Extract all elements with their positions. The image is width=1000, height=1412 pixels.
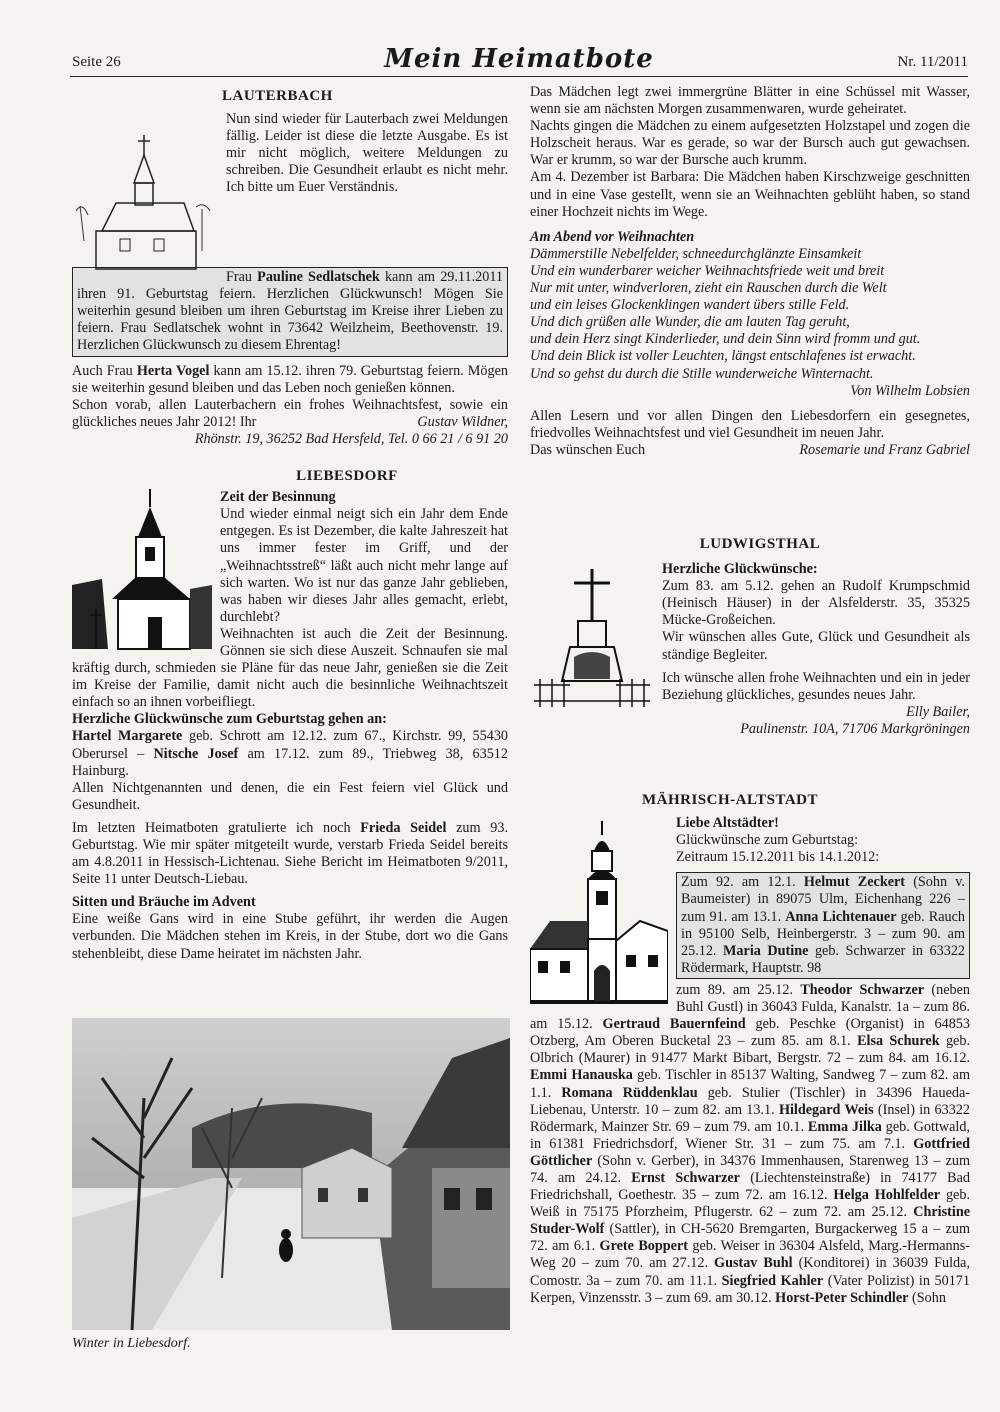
issue-number: Nr. 11/2011 [897,54,968,70]
ludwigsthal-subheading: Herzliche Glückwünsche: [662,561,818,578]
liebesdorf-paragraph: Weihnachten ist auch die Zeit der Besinnung. Gönnen sie sich diese Auszeit. Schnaufen sie mal kräftig durch, schmieden sie Pläne für das neue Jahr, genießen sie die Zeit im Kreise der Familie, damit nicht auch die besinnliche Weihnachtszeit einfach so an ihnen vorbeifliegt. [72,625,508,711]
entry-text: (Sohn [908,1289,946,1306]
lauterbach-heading: LAUTERBACH [222,88,333,104]
entry-text: geb. Stulier (Tischler) in 34396 Haueda-Liebenau, Unterstr. 10 – zum 82. am 13.1. [530,1084,970,1118]
altstadt-heading: MÄHRISCH-ALTSTADT [641,792,819,808]
altstadt-subheading: Liebe Altstädter! [676,815,779,832]
person-name: Grete Boppert [599,1238,688,1255]
congrats-heading: Herzliche Glückwünsche zum Geburtstag gehen an: [72,711,387,728]
person-name: Gustav Buhl [714,1255,793,1272]
ludwigsthal-section [530,536,970,738]
entry-text: (Sattler), in CH-5620 Bremgarten, Burgackerweg 15 a – zum 72. am 6.1. [530,1221,970,1255]
altstadt-birthday-box [676,872,970,979]
ludwigsthal-paragraph: Ich wünsche allen frohe Weihnachten und ein in jeder Beziehung glückliches, gesundes neues Jahr. [662,669,970,703]
entry-text: geb. Weiß in 75175 Pforzheim, Pflugerstr. 62 – zum 72. am 25.12. [530,1187,970,1221]
entry-text: (Sohn v. Gerber), in 34376 Immenhausen, Starenweg 13 – zum 74. am 24.12. [530,1152,970,1186]
entry-text: Zum 92. am 12.1. [681,874,804,891]
entry-text: geb. Weiser in 36304 Alsfeld, Marg.-Hermanns-Weg 20 – zum 70. am 27.12. [530,1238,970,1272]
lauterbach-greeting: Schon vorab, allen Lauterbachern ein frohes Weihnachtsfest, sowie ein glückliches neues Jahr 2012! Ihr Gustav Wildner, [72,396,508,430]
ludwigsthal-paragraph: Wir wünschen alles Gute, Glück und Gesundheit als ständige Begleiter. [662,629,970,663]
author: Gustav Wildner, [417,413,508,430]
person-name: Helga Hohlfelder [833,1187,941,1204]
town-tower-sketch-image [530,821,668,1011]
masthead-title: Mein Heimatbote [384,44,654,74]
page-number: Seite 26 [72,54,121,70]
poem-line: Und dein Blick ist voller Leuchten, längst entschlafenes ist erwacht. [530,348,916,365]
entry-text: (Insel) in 63322 Rödermark, Mainzer Str. 69 – zum 79. am 10.1. [530,1101,970,1135]
person-name: Helmut Zeckert [803,874,906,891]
author-address: Paulinenstr. 10A, 71706 Markgröningen [740,720,970,737]
liebesdorf-paragraph: Und wieder einmal neigt sich ein Jahr dem Ende entgegen. Es ist Dezember, die kalte Jahreszeit hat uns immer fester im Griff, und der „Weihnachtsstreß“ läßt auch nicht mehr lange auf sich warten. Wo ist nur das ganze Jahr geblieben, was haben wir dieses Jahr alles gemacht, erlebt, durchlebt? [220,506,508,625]
entry-text: zum 89. am 25.12. [676,981,801,998]
ludwigsthal-heading: LUDWIGSTHAL [699,536,821,552]
poem-author: Von Wilhelm Lobsien [850,382,970,399]
person-name: Christine Studer-Wolf [530,1204,970,1238]
honoree-name: Pauline Sedlatschek [257,269,380,286]
person-name: Hildegard Weis [778,1101,874,1118]
person-name: Elsa Schurek [857,1033,940,1050]
entry-text: geb. Rauch in 95100 Selb, Heinbergerstr. 3 – zum 90. am 25.12. [681,908,965,959]
entry-text: (Vater Polizist) in 50171 Kerpen, Vinzensstr. 3 – zum 69. am 30.12. [530,1272,970,1306]
left-column [72,84,508,963]
entry-text: geb. Schwarzer in 63322 Rödermark, Hauptstr. 98 [681,942,966,976]
lauterbach-paragraph: Auch Frau Herta Vogel kann am 15.12. ihren 79. Geburtstag feiern. Mögen sie weiterhin gesund bleiben und das Leben noch genießen können. [72,362,508,396]
poem-line: und ein leises Glockenklingen wandert übers stille Feld. [530,297,850,314]
person-name: Gottfried Göttlicher [530,1135,970,1169]
entry-text: (Sohn v. Baumeister) in 89075 Ulm, Eichenhang 226 – zum 91. am 13.1. [681,874,965,925]
poem-line: Nur mit unter, windverloren, zieht ein Rauschen durch die Welt [530,280,887,297]
lauterbach-intro: Nun sind wieder für Lauterbach zwei Meldungen fällig. Leider ist diese die letzte Ausgabe. Es ist mir nicht möglich, weitere Meldungen zu schreiben. Die Gesundheit erlaubt es nicht mehr. Ich bitte um Euer Verständnis. [226,111,508,196]
entry-text: geb. Gottwald, in 61381 Friedrichsdorf, Wiener Str. 31 – zum 75. am 7.1. [530,1118,971,1152]
customs-paragraph: Nachts gingen die Mädchen zu einem aufgesetzten Holzstapel und zogen die Holzscheit heraus. War es gerade, so war der Bursch auch gut gewachsen. War er krumm, so war der Bursche auch krumm. [530,118,970,169]
person-name: Siegfried Kahler [721,1272,824,1289]
lauterbach-birthday-box [72,267,508,356]
entry-text: (Konditorei) in 36039 Fulda, Comostr. 3a – zum 70. am 11.1. [530,1255,970,1289]
liebesdorf-heading: LIEBESDORF [296,468,398,485]
poem-line: Und dich grüßen alle Wunder, die am lauten Tag geruht, [530,314,850,331]
person-name: Theodor Schwarzer [800,981,925,998]
crucifix-sketch-image [530,561,654,711]
greeting-signoff: Das wünschen Euch Rosemarie und Franz Gabriel [530,441,970,458]
box-text: Frau [226,269,258,286]
person-name: Ernst Schwarzer [631,1169,740,1186]
altstadt-intro: Zeitraum 15.12.2011 bis 14.1.2012: [676,849,880,866]
person-name: Maria Dutine [723,942,809,959]
poem-title: Am Abend vor Weihnachten [530,228,695,245]
chapel-sketch-image [72,111,218,271]
poem-line: Und so gehst du durch die Stille wunderweiche Winternacht. [530,365,874,382]
poem-line: Und ein wunderbarer weicher Weihnachtsfriede weit und breit [530,262,885,279]
entry-text: (neben Buhl Gustl) in 36043 Fulda, Kanalstr. 1a – zum 86. am 15.12. [530,981,970,1033]
page-header [70,44,968,77]
author: Elly Bailer, [906,703,970,720]
entry-text: geb. Tischler in 85137 Walting, Sandweg 7 – zum 82. am 1.1. [530,1067,970,1101]
church-woodcut-image [72,489,212,651]
liebesdorf-paragraph: Allen Nichtgenannten und denen, die ein Fest feiern viel Glück und Gesundheit. [72,779,508,813]
photo-caption: Winter in Liebesdorf. [72,1336,191,1351]
altstadt-section [530,792,970,1307]
customs-heading: Sitten und Bräuche im Advent [72,894,256,911]
person-name: Gertraud Bauernfeind [602,1016,746,1033]
signers: Rosemarie und Franz Gabriel [799,441,970,458]
poem-line: Dämmerstille Nebelfelder, schneedurchglänzte Einsamkeit [530,245,862,262]
entry-text: geb. Olbrich (Maurer) in 91477 Markt Bibart, Bergstr. 72 – zum 84. am 16.12. [530,1033,970,1067]
person-name: Emma Jilka [807,1118,882,1135]
ludwigsthal-paragraph: Zum 83. am 5.12. gehen an Rudolf Krumpschmid (Heinisch Häuser) in der Alsfelderstr. 35, 35325 Mücke-Großeichen. [662,578,970,629]
customs-paragraph: Eine weiße Gans wird in eine Stube geführt, ihr werden die Augen verbunden. Die Mädchen stehen im Kreis, in der Stube, dort wo die Gans stehenbleibt, diese Dame heiratet im nächsten Jahr. [72,911,508,962]
obituary-paragraph: Im letzten Heimatboten gratulierte ich noch Frieda Seidel zum 93. Geburtstag. Wie mir später mitgeteilt wurde, verstarb Frieda Seidel bereits am 4.8.2011 in Hessisch-Lichtenau. Siehe Bericht im Heimatboten 9/2011, Seite 11 unter Deutsch-Liebau. [72,819,508,888]
altstadt-intro: Glückwünsche zum Geburtstag: [676,832,859,849]
right-column [530,84,970,459]
altstadt-box-text [681,874,965,977]
customs-paragraph: Am 4. Dezember ist Barbara: Die Mädchen haben Kirschzweige geschnitten und in eine Vase gestellt, wenn sie an Weihnachten geblüht haben, so stand einer Hochzeit nichts im Wege. [530,169,970,220]
customs-paragraph: Das Mädchen legt zwei immergrüne Blätter in eine Schüssel mit Wasser, wenn sie am nächsten Morgen zusammenwaren, wurde geheiratet. [530,84,970,118]
person-name: Anna Lichtenauer [785,908,897,925]
person-name: Romana Rüddenklau [561,1084,698,1101]
congrats-list: Hartel Margarete geb. Schrott am 12.12. zum 67., Kirchstr. 99, 55430 Oberursel – Nitsche Josef am 17.12. zum 89., Triebweg 38, 63512 Hainburg. [72,728,509,779]
altstadt-birthday-list [530,982,970,1307]
liebesdorf-subheading: Zeit der Besinnung [220,489,336,506]
entry-text: geb. Peschke (Organist) in 64853 Otzberg, Am Oberen Bucketal 23 – zum 85. am 8.1. [530,1016,970,1050]
person-name: Emmi Hanauska [530,1067,633,1084]
author-address: Rhönstr. 19, 36252 Bad Hersfeld, Tel. 0 66 21 / 6 91 20 [194,430,508,447]
entry-text: (Liechtensteinstraße) in 74177 Bad Friedrichshall, Goethestr. 35 – zum 72. am 16.12. [530,1169,970,1204]
person-name: Horst-Peter Schindler [775,1289,909,1306]
poem [530,246,970,383]
greeting-paragraph: Allen Lesern und vor allen Dingen den Liebesdorfern ein gesegnetes, friedvolles Weihnachtsfest und viel Gesundheit im neuen Jahr. [530,407,970,441]
winter-photo [72,1018,510,1330]
box-text: kann am 29.11.2011 ihren 91. Geburtstag feiern. Herzlichen Glückwunsch! Mögen Sie weiterhin gesund bleiben um ihren Geburtstag im Kreise ihrer Lieben zu feiern. Frau Sedlatschek wohnt in 73642 Weilzheim, Beethovenstr. 19. Herzlichen Glückwunsch zu diesem Ehrentag! [77,269,503,354]
poem-line: und dein Herz singt Kinderlieder, und dein Sinn wird fromm und gut. [530,331,921,348]
